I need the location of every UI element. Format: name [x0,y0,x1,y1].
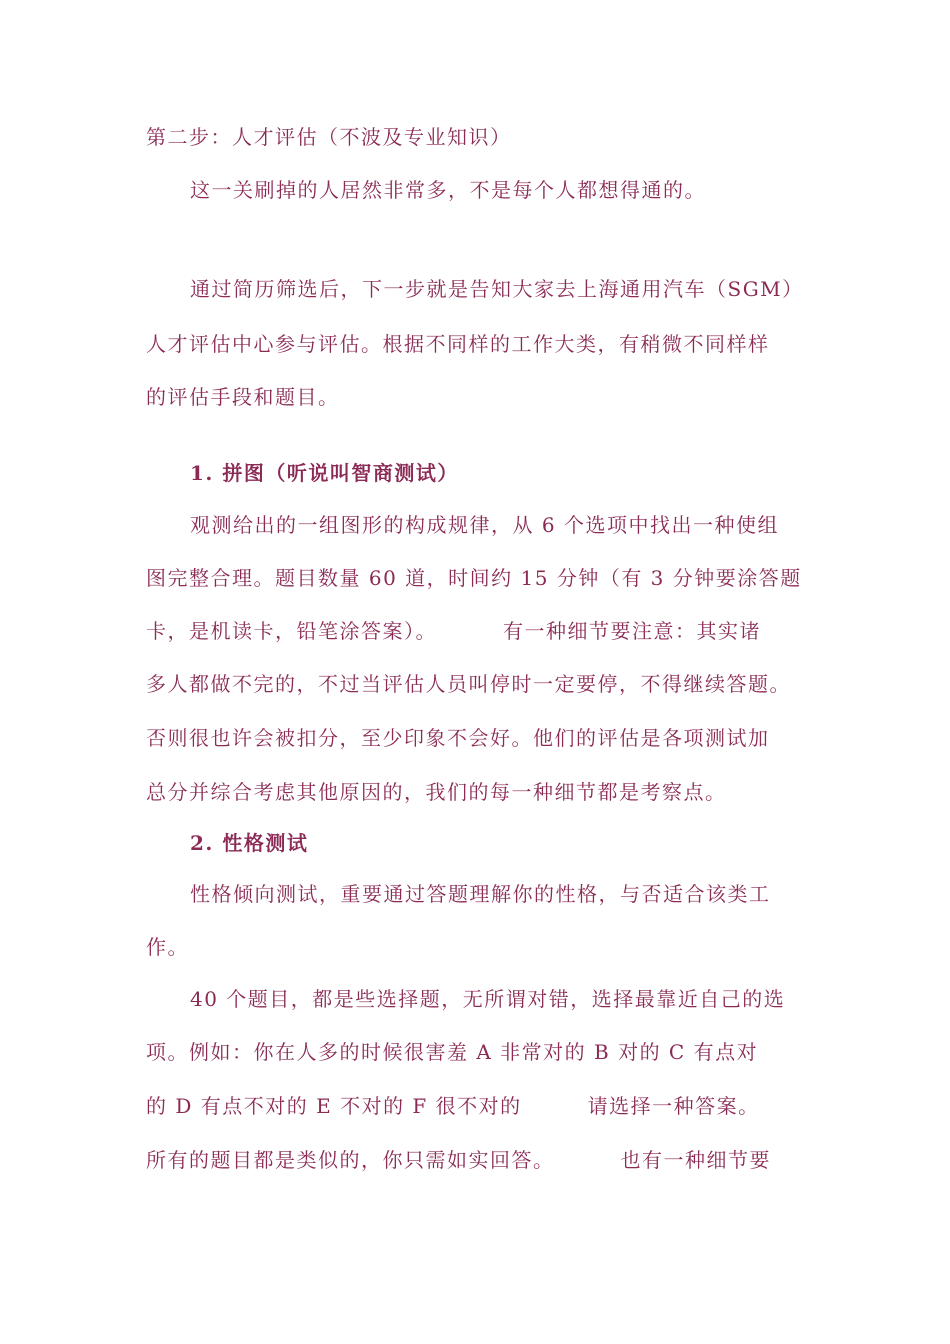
paragraph-line [146,618,761,644]
paragraph-line: 的评估手段和题目。 [146,385,340,409]
paragraph-segment: 所有的题目都是类似的，你只需如实回答。 [146,1148,555,1172]
paragraph-line: 多人都做不完的，不过当评估人员叫停时一定要停，不得继续答题。 [146,672,791,696]
paragraph-line: 总分并综合考虑其他原因的，我们的每一种细节都是考察点。 [146,780,727,804]
section-heading-1: 1. 拼图（听说叫智商测试） [190,461,459,485]
paragraph-segment: 卡，是机读卡，铅笔涂答案）。 [146,619,437,643]
paragraph-line: 图完整合理。题目数量 60 道，时间约 15 分钟（有 3 分钟要涂答题 [146,566,802,590]
step-title: 第二步：人才评估（不波及专业知识） [146,125,512,149]
step-intro: 这一关刷掉的人居然非常多，不是每个人都想得通的。 [190,178,706,202]
paragraph-segment: 也有一种细节要 [620,1148,771,1172]
paragraph-segment: 有一种细节要注意：其实诸 [503,619,761,643]
paragraph-line: 40 个题目，都是些选择题，无所谓对错，选择最靠近自己的选 [190,987,786,1011]
paragraph-segment: 请选择一种答案。 [587,1094,760,1118]
paragraph-line [146,1147,771,1173]
paragraph-line: 否则很也许会被扣分，至少印象不会好。他们的评估是各项测试加 [146,726,770,750]
section-heading-2: 2. 性格测试 [190,831,309,855]
paragraph-line [146,1093,760,1119]
paragraph-line: 人才评估中心参与评估。根据不同样的工作大类，有稍微不同样样 [146,332,770,356]
paragraph-line: 作。 [146,935,189,959]
paragraph-line: 项。例如：你在人多的时候很害羞 A 非常对的 B 对的 C 有点对 [146,1040,759,1064]
paragraph-line: 通过简历筛选后，下一步就是告知大家去上海通用汽车（SGM） [190,277,804,301]
paragraph-line: 性格倾向测试，重要通过答题理解你的性格，与否适合该类工 [190,882,771,906]
paragraph-segment: 的 D 有点不对的 E 不对的 F 很不对的 [146,1094,522,1118]
paragraph-line: 观测给出的一组图形的构成规律，从 6 个选项中找出一种使组 [190,513,779,537]
